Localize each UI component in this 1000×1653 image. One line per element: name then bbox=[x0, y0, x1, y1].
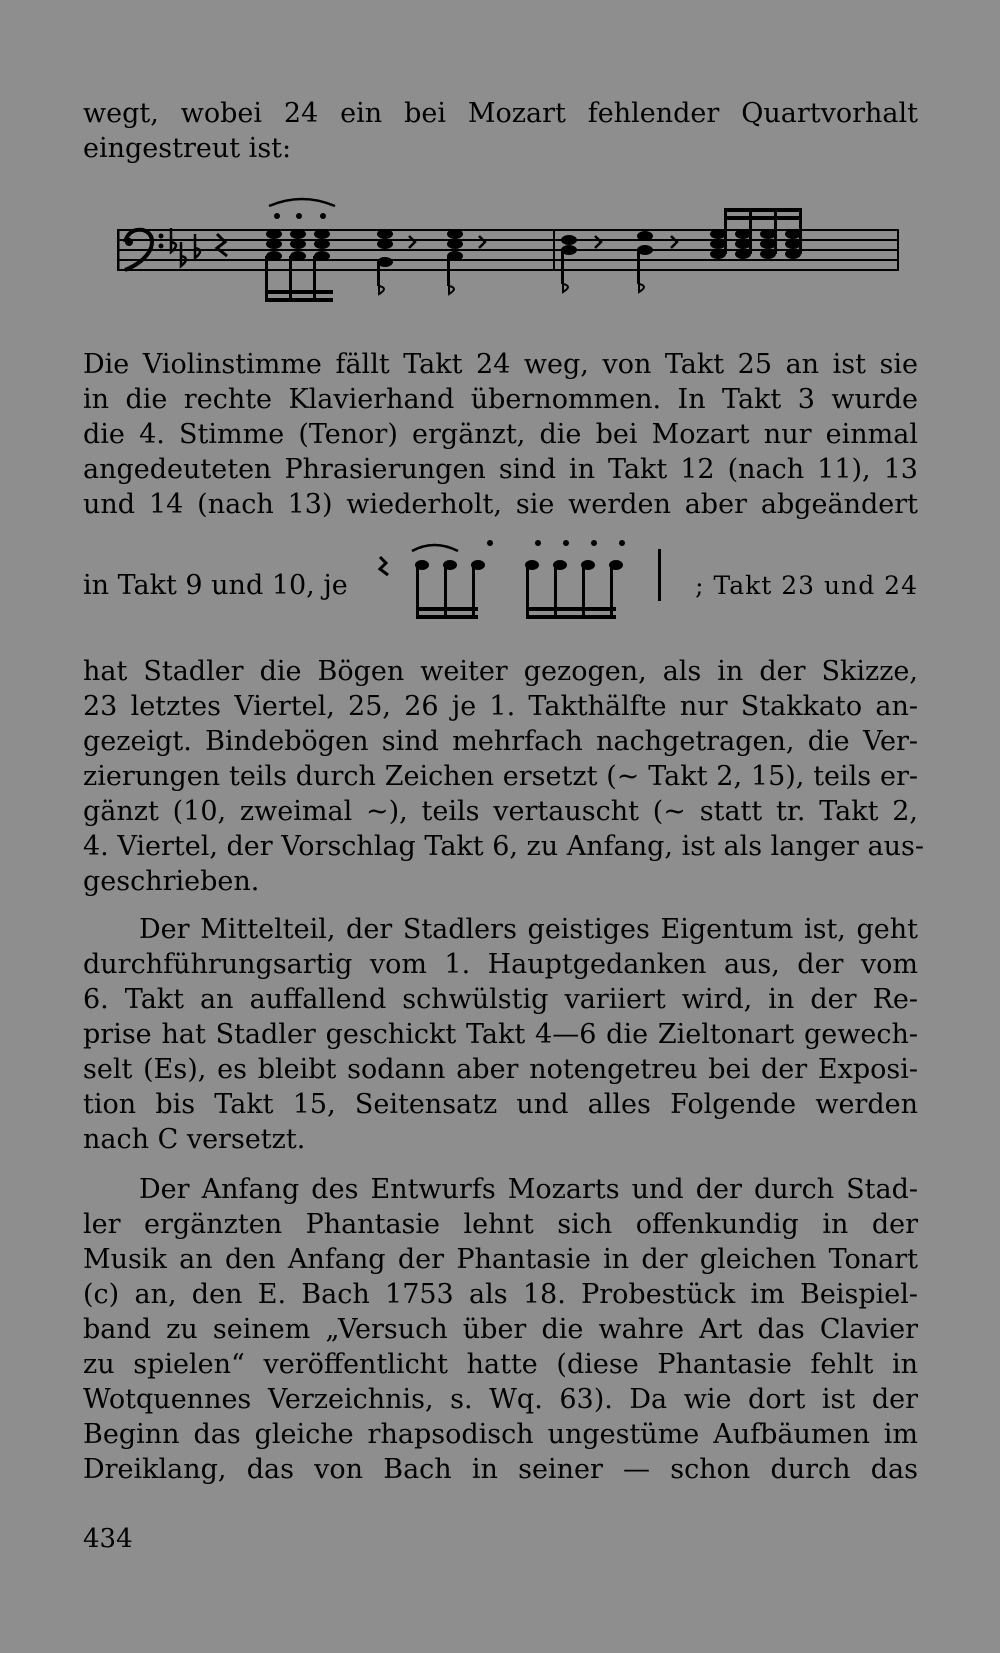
text-line: 6. Takt an auffallend schwülstig variiert wird, in der Re- bbox=[83, 984, 918, 1015]
paragraph-1 bbox=[83, 347, 918, 522]
inline-text-before: in Takt 9 und 10, je bbox=[83, 570, 348, 601]
staccato-dots bbox=[274, 213, 326, 219]
text-line: Dreiklang, das von Bach in seiner — schon durch das bbox=[83, 1454, 918, 1485]
text-line: Wotquennes Verzeichnis, s. Wq. 63). Da wie dort ist der bbox=[83, 1384, 918, 1415]
text-line: Die Violinstimme fällt Takt 24 weg, von Takt 25 an ist sie bbox=[83, 349, 918, 380]
text-line: geschrieben. bbox=[83, 866, 260, 897]
text-line: selt (Es), es bleibt sodann aber notengetreu bei der Exposi- bbox=[83, 1054, 918, 1085]
text-line: eingestreut ist: bbox=[83, 133, 292, 164]
paragraph-1-continued bbox=[83, 654, 925, 899]
chord-group bbox=[710, 208, 802, 259]
text-line: prise hat Stadler geschickt Takt 4—6 die Zieltonart gewech- bbox=[83, 1019, 918, 1050]
text-line: ler ergänzten Phantasie lehnt sich offenkundig in der bbox=[83, 1209, 918, 1240]
text-line: nach C versetzt. bbox=[83, 1124, 306, 1155]
text-line: 4. Viertel, der Vorschlag Takt 6, zu Anfang, ist als langer aus- bbox=[83, 831, 925, 862]
text-line: wegt, wobei 24 ein bei Mozart fehlender Quartvorhalt bbox=[83, 98, 918, 129]
text-line: Beginn das gleiche rhapsodisch ungestüme Aufbäumen im bbox=[83, 1419, 918, 1450]
text-line: und 14 (nach 13) wiederholt, sie werden aber abgeändert bbox=[83, 489, 918, 520]
text-line: die 4. Stimme (Tenor) ergänzt, die bei Mozart nur einmal bbox=[83, 419, 918, 450]
text-line: Der Anfang des Entwurfs Mozarts und der durch Stad- bbox=[139, 1174, 918, 1205]
text-line: in die rechte Klavierhand übernommen. In Takt 3 wurde bbox=[83, 384, 918, 415]
text-line: (c) an, den E. Bach 1753 als 18. Probestück im Beispiel- bbox=[83, 1279, 918, 1310]
text-line: angedeuteten Phrasierungen sind in Takt 12 (nach 11), 13 bbox=[83, 454, 918, 485]
chord-group bbox=[377, 229, 485, 294]
text-line: zu spielen“ veröffentlicht hatte (diese Phantasie fehlt in bbox=[83, 1349, 918, 1380]
paragraph-2 bbox=[83, 912, 918, 1157]
inline-text-after: ; Takt 23 und 24 bbox=[695, 571, 918, 600]
text-line: tion bis Takt 15, Seitensatz und alles Folgende werden bbox=[83, 1089, 918, 1120]
text-line: gänzt (10, zweimal ~), teils vertauscht (~ statt tr. Takt 2, bbox=[83, 796, 918, 827]
text-line: durchführungsartig vom 1. Hauptgedanken aus, der vom bbox=[83, 949, 918, 980]
chord-group bbox=[265, 229, 333, 302]
text-line: Der Mittelteil, der Stadlers geistiges Eigentum ist, geht bbox=[139, 914, 918, 945]
rest-icon bbox=[217, 234, 227, 256]
text-line: Musik an den Anfang der Phantasie in der gleichen Tonart bbox=[83, 1244, 918, 1275]
text-line: gezeigt. Bindebögen sind mehrfach nachgetragen, die Ver- bbox=[83, 726, 918, 757]
text-line: hat Stadler die Bögen weiter gezogen, als in der Skizze, bbox=[83, 656, 918, 687]
text-line: 23 letztes Viertel, 25, 26 je 1. Takthälfte nur Stakkato an- bbox=[83, 691, 918, 722]
text-line: band zu seinem „Versuch über die wahre Art das Clavier bbox=[83, 1314, 918, 1345]
music-example-phrasing bbox=[372, 535, 692, 635]
text-line: zierungen teils durch Zeichen ersetzt (~ Takt 2, 15), teils er- bbox=[83, 761, 918, 792]
page-number: 434 bbox=[83, 1524, 133, 1554]
top-paragraph bbox=[83, 96, 918, 166]
music-example-bass-staff bbox=[117, 190, 902, 320]
paragraph-3 bbox=[83, 1172, 918, 1487]
